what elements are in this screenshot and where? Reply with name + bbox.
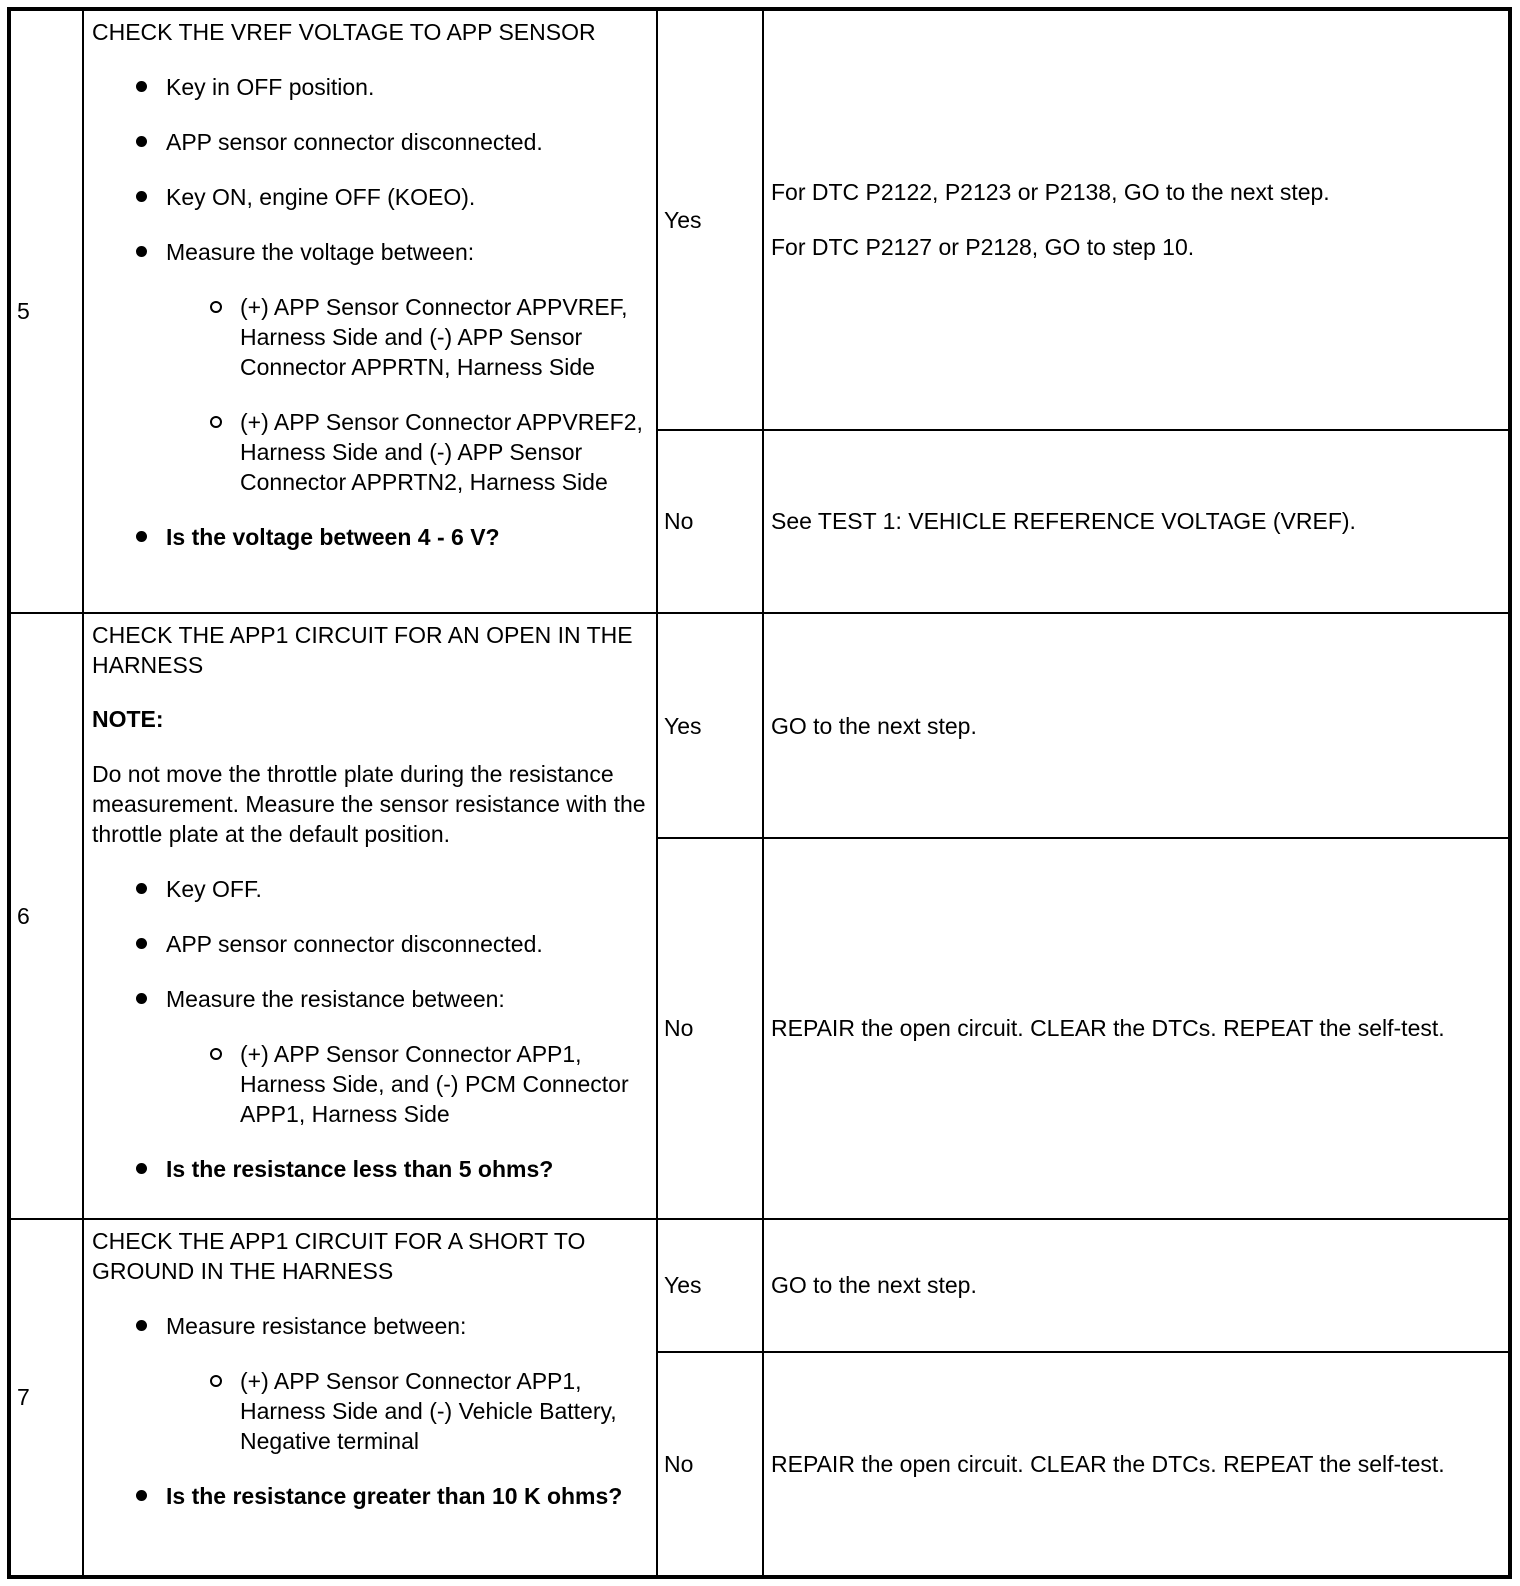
list-item: Key in OFF position.: [92, 72, 650, 102]
list-item-question: Is the voltage between 4 - 6 V?: [92, 522, 650, 552]
bullet-list: [92, 874, 650, 1184]
result-yes: Yes: [657, 1219, 763, 1352]
result-yes: Yes: [657, 9, 763, 430]
bullet-icon: [136, 1163, 147, 1174]
bullet-icon: [136, 191, 147, 202]
answer-no: REPAIR the open circuit. CLEAR the DTCs. REPEAT the self-test.: [763, 1352, 1510, 1577]
bullet-icon: [136, 993, 147, 1004]
bullet-icon: [136, 531, 147, 542]
step-number: 6: [9, 613, 83, 1219]
bullet-list: [92, 72, 650, 552]
step-action: [83, 9, 657, 613]
bullet-list: [92, 1311, 650, 1511]
step-7-row-yes: [9, 1219, 1510, 1352]
bullet-icon: [136, 883, 147, 894]
circle-bullet-icon: [210, 1048, 222, 1060]
diagnostic-table: [7, 7, 1512, 1579]
list-item-question: Is the resistance greater than 10 K ohms?: [92, 1481, 650, 1511]
sub-bullet-list: [92, 1366, 650, 1456]
list-item-question: Is the resistance less than 5 ohms?: [92, 1154, 650, 1184]
answer-yes: For DTC P2122, P2123 or P2138, GO to the next step. For DTC P2127 or P2128, GO to step 10.: [763, 9, 1510, 430]
step-number: 7: [9, 1219, 83, 1577]
result-no: No: [657, 838, 763, 1218]
list-item: APP sensor connector disconnected.: [92, 929, 650, 959]
bullet-icon: [136, 1320, 147, 1331]
list-item: Measure resistance between: (+) APP Sensor Connector APP1, Harness Side and (-) Vehicle Battery, Negative terminal: [92, 1311, 650, 1456]
result-yes: Yes: [657, 613, 763, 838]
step-6-row-yes: [9, 613, 1510, 838]
result-no: No: [657, 430, 763, 613]
result-no: No: [657, 1352, 763, 1577]
circle-bullet-icon: [210, 301, 222, 313]
answer-yes: GO to the next step.: [763, 1219, 1510, 1352]
bullet-icon: [136, 136, 147, 147]
note-text: Do not move the throttle plate during the resistance measurement. Measure the sensor resistance with the throttle plate at the default position.: [92, 760, 646, 847]
step-action: [83, 613, 657, 1219]
bullet-icon: [136, 246, 147, 257]
answer-no: See TEST 1: VEHICLE REFERENCE VOLTAGE (VREF).: [763, 430, 1510, 613]
note-label: NOTE:: [92, 705, 164, 732]
step-title: CHECK THE APP1 CIRCUIT FOR A SHORT TO GROUND IN THE HARNESS: [92, 1227, 586, 1284]
list-item: Measure the resistance between: (+) APP Sensor Connector APP1, Harness Side, and (-) PCM Connector APP1, Harness Side: [92, 984, 650, 1129]
list-item: Key ON, engine OFF (KOEO).: [92, 182, 650, 212]
step-title: CHECK THE APP1 CIRCUIT FOR AN OPEN IN THE HARNESS: [92, 621, 633, 678]
answer-no: REPAIR the open circuit. CLEAR the DTCs. REPEAT the self-test.: [763, 838, 1510, 1218]
circle-bullet-icon: [210, 1375, 222, 1387]
list-item: Measure the voltage between: (+) APP Sensor Connector APPVREF, Harness Side and (-) APP Sensor Connector APPRTN, Harness Side (+) APP Sensor Connector APPVREF2, Harness Side and (-) APP Sensor Connector APPRTN2, Harness Side: [92, 237, 650, 497]
bullet-icon: [136, 81, 147, 92]
step-number: 5: [9, 9, 83, 613]
sub-bullet-list: [92, 1039, 650, 1129]
circle-bullet-icon: [210, 416, 222, 428]
list-item: APP sensor connector disconnected.: [92, 127, 650, 157]
list-item: Key OFF.: [92, 874, 650, 904]
step-5-row-yes: [9, 9, 1510, 430]
sub-bullet-list: [92, 292, 650, 497]
sub-list-item: (+) APP Sensor Connector APPVREF, Harness Side and (-) APP Sensor Connector APPRTN, Harness Side: [92, 292, 650, 382]
step-action: [83, 1219, 657, 1577]
sub-list-item: (+) APP Sensor Connector APP1, Harness Side and (-) Vehicle Battery, Negative terminal: [92, 1366, 650, 1456]
sub-list-item: (+) APP Sensor Connector APPVREF2, Harness Side and (-) APP Sensor Connector APPRTN2, Harness Side: [92, 407, 650, 497]
sub-list-item: (+) APP Sensor Connector APP1, Harness Side, and (-) PCM Connector APP1, Harness Side: [92, 1039, 650, 1129]
answer-yes: GO to the next step.: [763, 613, 1510, 838]
bullet-icon: [136, 938, 147, 949]
bullet-icon: [136, 1490, 147, 1501]
step-title: CHECK THE VREF VOLTAGE TO APP SENSOR: [92, 19, 596, 45]
